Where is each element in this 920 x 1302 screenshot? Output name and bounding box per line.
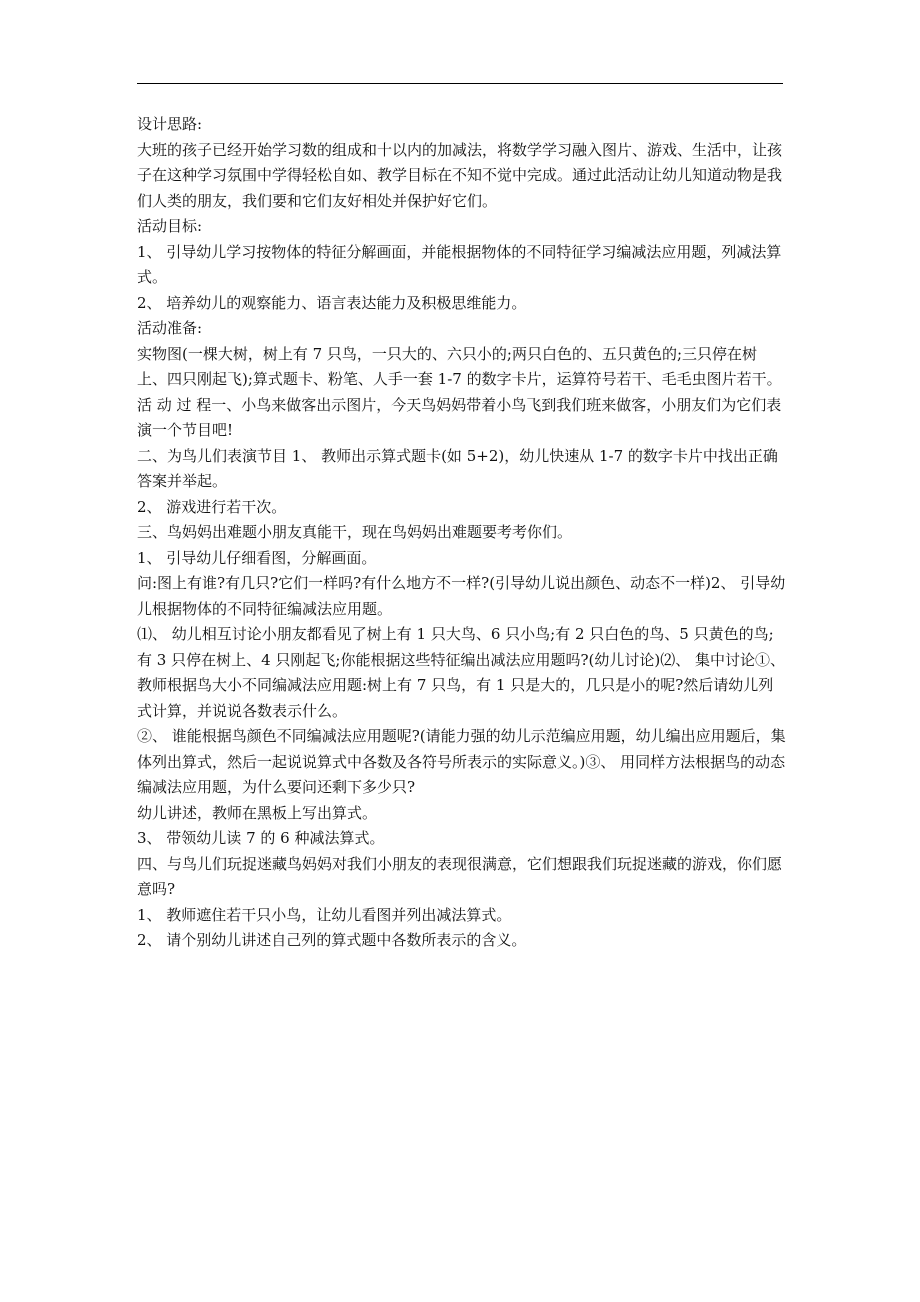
list-item: 1、 教师遮住若干只小鸟，让幼儿看图并列出减法算式。 [137, 905, 512, 924]
paragraph-process-step-3: 三、鸟妈妈出难题小朋友真能干，现在鸟妈妈出难题要考考你们。 [137, 523, 573, 541]
list-item: 幼儿讲述，教师在黑板上写出算式。 [137, 803, 378, 822]
paragraph-questions: 问:图上有谁?有几只?它们一样吗?有什么地方不一样?(引导幼儿说出颜色、动态不一样)2、 引导幼儿根据物体的不同特征编减法应用题。 [137, 574, 786, 618]
paragraph-process-step-4: 四、与鸟儿们玩捉迷藏鸟妈妈对我们小朋友的表现很满意，它们想跟我们玩捉迷藏的游戏，你们愿意吗? [137, 854, 783, 898]
goal-item-2: 2、 培养幼儿的观察能力、语言表达能力及积极思维能力。 [137, 293, 527, 312]
header-rule [137, 83, 783, 84]
list-item: 3、 带领幼儿读 7 的 6 种减法算式。 [137, 829, 385, 847]
paragraph-color-problem: ②、 谁能根据鸟颜色不同编减法应用题呢?(请能力强的幼儿示范编应用题，幼儿编出应用题后，集体列出算式，然后一起说说算式中各数及各符号所表示的实际意义。)③、 用同样方法根据鸟的动态编减法应用题，为什么要问还剩下多少只? [137, 727, 786, 796]
paragraph-design-idea: 大班的孩子已经开始学习数的组成和十以内的加减法，将数学学习融入图片、游戏、生活中，让孩子在这种学习氛围中学得轻松自如、教学目标在不知不觉中完成。通过此活动让幼儿知道动物是我们人类的朋友，我们要和它们友好相处并保护好它们。 [137, 140, 783, 210]
paragraph-preparation: 实物图(一棵大树，树上有 7 只鸟，一只大的、六只小的;两只白色的、五只黄色的;三只停在树上、四只刚起飞);算式题卡、粉笔、人手一套 1-7 的数字卡片，运算符号若干、毛毛虫图片若干。 [137, 344, 782, 388]
paragraph-process-step-1: 活 动 过 程一、小鸟来做客出示图片，今天鸟妈妈带着小鸟飞到我们班来做客，小朋友们为它们表演一个节目吧! [137, 395, 782, 439]
list-item: 1、 引导幼儿仔细看图，分解画面。 [137, 548, 377, 567]
list-item: 2、 游戏进行若干次。 [137, 497, 287, 516]
paragraph-discussion: ⑴、 幼儿相互讨论小朋友都看见了树上有 1 只大鸟、6 只小鸟;有 2 只白色的鸟、5 只黄色的鸟;有 3 只停在树上、4 只刚起飞;你能根据这些特征编出减法应用题吗?(幼儿讨论)⑵、 集中讨论①、 教师根据鸟大小不同编减法应用题:树上有 7 只鸟，有 1 只是大的，几只是小的呢?然后请幼儿列式计算，并说说各数表示什么。 [137, 625, 785, 720]
list-item: 2、 请个别幼儿讲述自己列的算式题中各数所表示的含义。 [137, 931, 527, 949]
paragraph-process-step-2: 二、为鸟儿们表演节目 1、 教师出示算式题卡(如 5+2)，幼儿快速从 1-7 的数字卡片中找出正确答案并举起。 [137, 446, 778, 490]
heading-design-idea: 设计思路: [137, 115, 203, 133]
goal-item-1: 1、 引导幼儿学习按物体的特征分解画面，并能根据物体的不同特征学习编减法应用题，列减法算式。 [137, 242, 782, 286]
heading-activity-goals: 活动目标: [137, 217, 203, 235]
document-body [137, 112, 787, 954]
heading-activity-preparation: 活动准备: [137, 319, 203, 337]
